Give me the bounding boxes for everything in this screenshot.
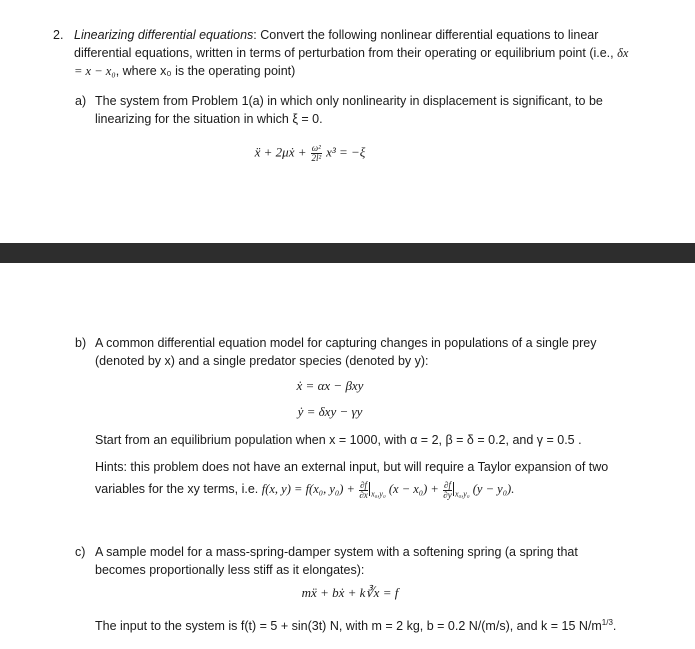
problem-statement (74, 26, 629, 80)
hint-text: variables for the xy terms, i.e. (95, 482, 259, 496)
part-b-label: b) (75, 336, 87, 350)
problem-intro-end: , where x₀ is the operating point) (115, 64, 296, 78)
hint-line-2 (95, 480, 655, 504)
predator-equation: ẏ = δxy − γy (297, 404, 363, 419)
input-statement: The input to the system is f(t) = 5 + sin(3t) N, with m = 2 kg, b = 0.2 N/(m/s), and k = 15 $N/m^{1/3}$. (95, 618, 617, 634)
stiffness-exponent: 1/3 (601, 618, 613, 627)
part-a-label: a) (75, 94, 87, 108)
eval-point-2: x₀,y₀ (454, 489, 470, 499)
page-separator-band (0, 243, 695, 263)
taylor-expansion: f(x, y) = f(x₀, y₀) + $\frac{\partial f}{\partial x}$ $_{x_0,y_0}$ (x − x₀) + $\frac{\partial f}{\partial y}$ $_{x_0,y_0}$ (y − y₀). (261, 479, 515, 500)
partial-x: $\frac{\partial f}{\partial x}$ (359, 479, 368, 500)
omega-fraction: $\frac{\text{ω²}}{\text{2l²}}$ (311, 143, 322, 163)
problem-intro: : Convert the following nonlinear differential equations to linear differential equations, written in terms of perturbation from their operating or equilibrium point (i.e., (74, 28, 614, 60)
part-b-text: A common differential equation model for capturing changes in populations of a single prey (denoted by x) and a single predator species (denoted by y): (95, 336, 597, 368)
partial-y: $\frac{\partial f}{\partial y}$ (443, 479, 452, 500)
perturbation-definition: δx = x − x₀ (74, 46, 629, 78)
problem-number: 2. (53, 28, 64, 42)
prey-equation: ẋ = αx − βxy (296, 378, 364, 393)
eval-point-1: x₀,y₀ (371, 489, 386, 499)
problem-title: Linearizing differential equations (74, 28, 254, 42)
mass-spring-damper-equation: mẍ + bẋ + k∛x = f (301, 585, 399, 600)
part-c-label: c) (75, 545, 86, 559)
part-a-equation: ẍ + 2μẋ + $\frac{\text{ω²}}{\text{2l²}}$ x³ = −ξ (254, 143, 366, 163)
hint-line-1: Hints: this problem does not have an external input, but will require a Taylor expansion of two (95, 460, 609, 474)
equilibrium-statement: Start from an equilibrium population when x = 1000, with α = 2, β = δ = 0.2, and γ = 0.5 . (95, 433, 582, 447)
part-a-text: The system from Problem 1(a) in which only nonlinearity in displacement is significant, to be linearizing for the situation in which ξ = 0. (95, 94, 603, 126)
part-c-text: A sample model for a mass-spring-damper system with a softening spring (a spring that becomes proportionally less stiff as it elongates): (95, 545, 578, 577)
